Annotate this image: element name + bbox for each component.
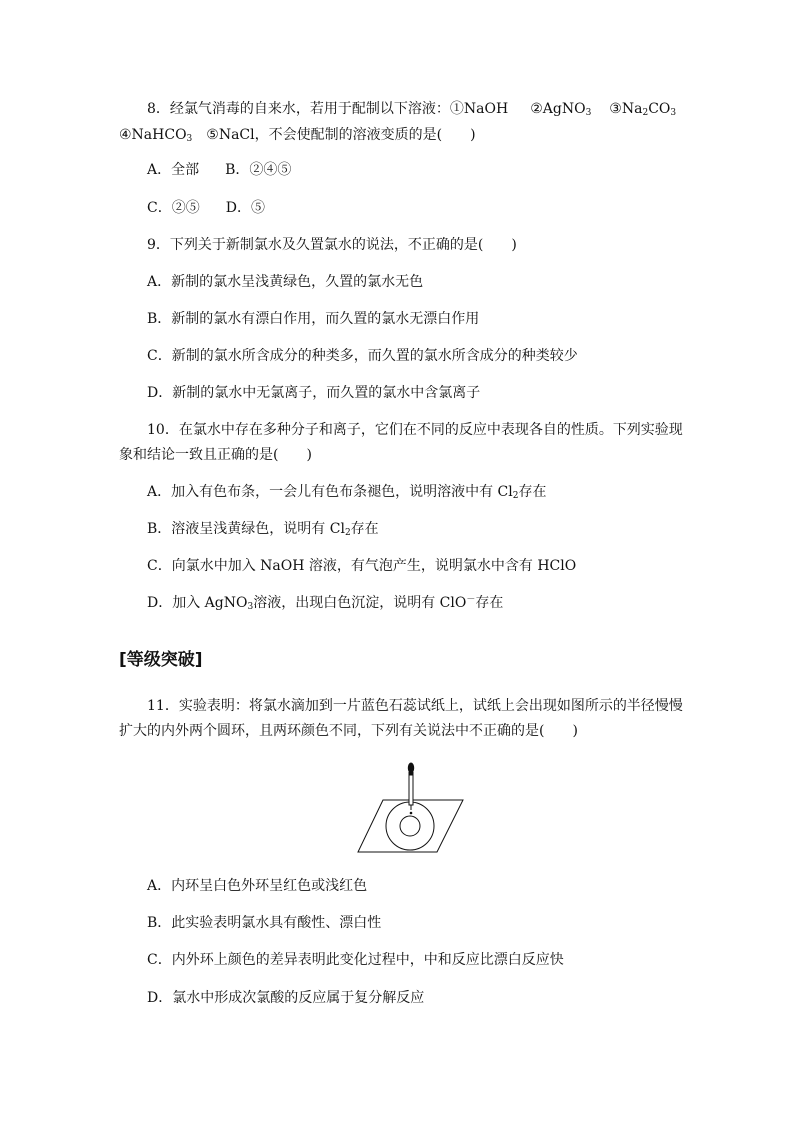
q10-option-a-sub: 2 bbox=[512, 491, 519, 501]
q8-option-a: A．全部 bbox=[147, 162, 200, 178]
q11-option-a: A．内环呈白色外环呈红色或浅红色 bbox=[147, 878, 368, 894]
q9-option-b: B．新制的氯水有漂白作用，而久置的氯水无漂白作用 bbox=[147, 311, 480, 327]
q8-text-a: 8．经氯气消毒的自来水，若用于配制以下溶液：①NaOH bbox=[147, 101, 509, 117]
q8-option-d: D．⑤ bbox=[225, 200, 265, 216]
q10-option-a-text: A．加入有色布条，一会儿有色布条褪色，说明溶液中有 Cl bbox=[147, 484, 513, 500]
q10-option-b-text: B．溶液呈浅黄绿色，说明有 Cl bbox=[147, 521, 345, 537]
section-title: [等级突破] bbox=[119, 650, 203, 670]
q8-sub-d: 3 bbox=[186, 134, 193, 144]
q9-option-c: C．新制的氯水所含成分的种类多，而久置的氯水所含成分的种类较少 bbox=[147, 348, 578, 364]
q10-stem-line2: 象和结论一致且正确的是( ) bbox=[119, 447, 312, 463]
inner-ring bbox=[400, 816, 420, 836]
q11-option-c: C．内外环上颜色的差异表明此变化过程中，中和反应比漂白反应快 bbox=[147, 952, 564, 968]
q8-text-e: ⑤NaCl，不会使配制的溶液变质的是( ) bbox=[206, 127, 476, 143]
q10-option-c: C．向氯水中加入 NaOH 溶液，有气泡产生，说明氯水中含有 HClO bbox=[147, 558, 577, 574]
q8-stem-line2 bbox=[119, 127, 476, 143]
q10-option-d-sup: － bbox=[466, 595, 476, 605]
q9-stem: 9．下列关于新制氯水及久置氯水的说法，不正确的是( ) bbox=[147, 237, 517, 253]
q10-option-d-mid: 溶液，出现白色沉淀，说明有 ClO bbox=[253, 595, 467, 611]
outer-ring bbox=[386, 802, 434, 850]
q9-option-a: A．新制的氯水呈浅黄绿色，久置的氯水无色 bbox=[147, 274, 424, 290]
q8-option-b: B．②④⑤ bbox=[225, 162, 292, 178]
q11-stem-line1: 11．实验表明：将氯水滴加到一片蓝色石蕊试纸上，试纸上会出现如图所示的半径慢慢 bbox=[147, 698, 683, 714]
q8-text-b: ②AgNO bbox=[530, 101, 586, 117]
q10-option-d bbox=[147, 595, 503, 611]
q9-option-d: D．新制的氯水中无氯离子，而久置的氯水中含氯离子 bbox=[147, 385, 481, 401]
q10-option-a bbox=[147, 484, 546, 500]
q10-option-a-post: 存在 bbox=[518, 484, 547, 500]
q10-option-b-post: 存在 bbox=[350, 521, 379, 537]
q8-sub-c2: 3 bbox=[670, 108, 677, 118]
q8-option-c: C．②⑤ bbox=[147, 200, 200, 216]
litmus-paper-diagram bbox=[355, 760, 467, 855]
q10-option-b bbox=[147, 521, 379, 537]
q8-stem-line1 bbox=[147, 101, 676, 117]
q10-option-d-post: 存在 bbox=[475, 595, 504, 611]
q11-stem-line2: 扩大的内外两个圆环，且两环颜色不同，下列有关说法中不正确的是( ) bbox=[119, 723, 578, 739]
q8-options-row1 bbox=[147, 162, 291, 178]
q11-option-b: B．此实验表明氯水具有酸性、漂白性 bbox=[147, 915, 382, 931]
q10-stem-line1: 10．在氯水中存在多种分子和离子，它们在不同的反应中表现各自的性质。下列实验现 bbox=[147, 422, 683, 438]
q10-option-b-sub: 2 bbox=[344, 528, 351, 538]
q8-options-row2 bbox=[147, 200, 265, 216]
q10-option-d-sub: 3 bbox=[247, 602, 254, 612]
q8-sub-c1: 2 bbox=[642, 108, 649, 118]
q8-text-c: ③Na bbox=[609, 101, 643, 117]
dropper-icon bbox=[408, 763, 414, 815]
q8-text-c-mid: CO bbox=[648, 101, 671, 117]
q10-option-d-text: D．加入 AgNO bbox=[147, 595, 248, 611]
q8-text-d: ④NaHCO bbox=[119, 127, 187, 143]
q8-sub-b: 3 bbox=[585, 108, 592, 118]
q11-option-d: D．氯水中形成次氯酸的反应属于复分解反应 bbox=[147, 990, 425, 1006]
